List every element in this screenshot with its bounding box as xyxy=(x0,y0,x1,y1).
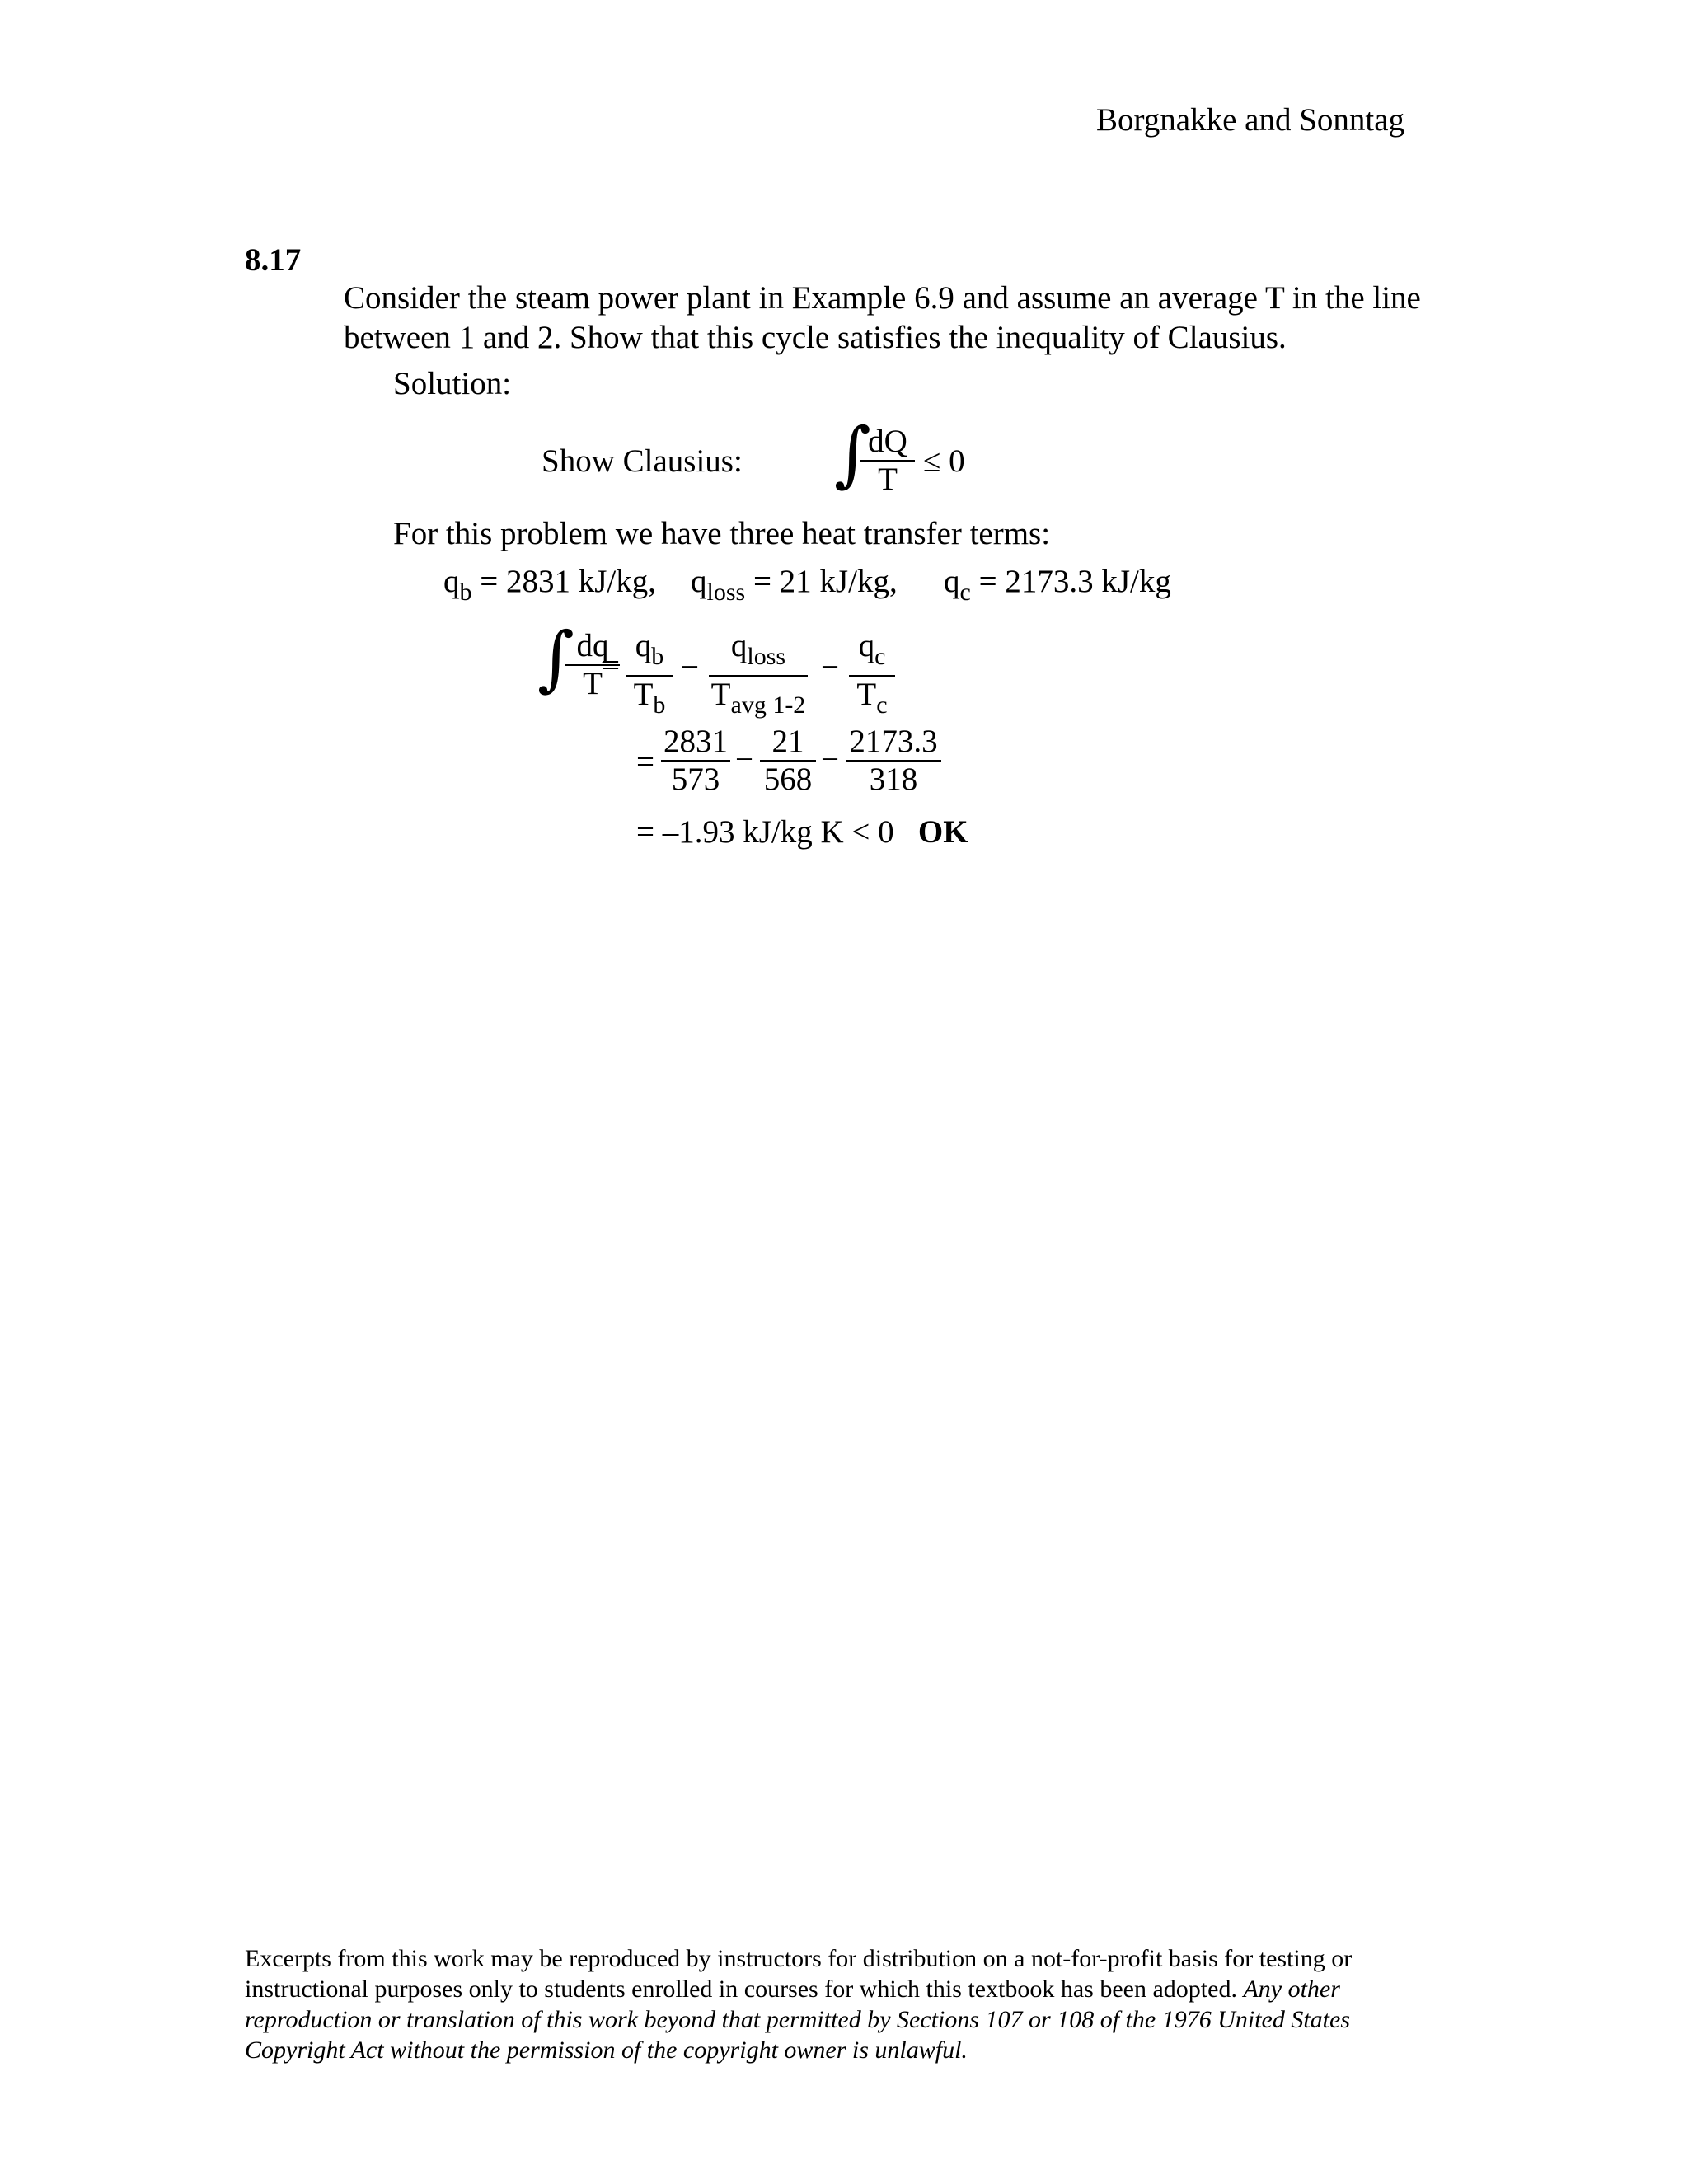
term-qc-numerator xyxy=(849,628,895,675)
qc-value: = 2173.3 kJ/kg xyxy=(978,564,1171,599)
qc-symbol: q xyxy=(944,564,960,599)
term-qc-fraction xyxy=(849,628,895,724)
result-line xyxy=(636,816,968,848)
minus-sign: − xyxy=(735,742,753,777)
t1-num-subscript: b xyxy=(651,643,664,670)
t3-num-symbol: q xyxy=(858,628,875,663)
qloss-value-line xyxy=(691,565,898,605)
qb-value-line xyxy=(443,565,656,605)
term-qb-fraction xyxy=(626,628,673,724)
problem-number: 8.17 xyxy=(245,242,302,278)
qc-subscript: c xyxy=(959,579,971,606)
t3-den-subscript: c xyxy=(876,691,888,719)
solution-label: Solution: xyxy=(393,366,512,401)
num-fraction-2 xyxy=(760,724,816,798)
num-fraction-3 xyxy=(846,724,941,798)
term-qloss-numerator xyxy=(709,628,808,675)
qloss-value: = 21 kJ/kg, xyxy=(753,564,898,599)
clausius-relation: ≤ 0 xyxy=(923,443,965,479)
qb-symbol: q xyxy=(443,564,460,599)
heat-terms-intro: For this problem we have three heat transfer terms: xyxy=(393,516,1051,551)
t1-den-symbol: T xyxy=(633,677,654,712)
num-fraction-2-denominator: 568 xyxy=(760,760,816,798)
t2-num-symbol: q xyxy=(730,628,748,663)
term-qc-denominator xyxy=(849,675,895,724)
problem-statement: Consider the steam power plant in Example 6.9 and assume an average T in the line between 1 and 2. Show that this cycle satisfies the inequality of Clausius. xyxy=(344,280,1421,355)
t3-den-symbol: T xyxy=(856,677,877,712)
term-qloss-denominator xyxy=(709,675,808,724)
integral-sign: ∫ xyxy=(537,617,574,700)
clausius-denominator: T xyxy=(860,460,915,498)
t3-num-subscript: c xyxy=(874,643,886,670)
num-fraction-1 xyxy=(661,724,730,798)
result-expression: = –1.93 kJ/kg K < 0 xyxy=(636,814,894,850)
qb-subscript: b xyxy=(459,579,472,606)
equals-sign: = xyxy=(636,744,654,780)
footer-normal-text: Excerpts from this work may be reproduced by instructors for distribution on a not-for-profit basis for testing or instructional purposes only to students enrolled in courses for which this textbook has been adopted. xyxy=(245,1945,1353,2003)
minus-sign: − xyxy=(681,649,699,685)
clausius-fraction xyxy=(860,424,915,498)
lhs-numerator: dq xyxy=(576,628,609,663)
qloss-subscript: loss xyxy=(706,579,746,606)
clausius-label: Show Clausius: xyxy=(542,443,743,479)
qloss-symbol: q xyxy=(691,564,707,599)
num-fraction-1-numerator: 2831 xyxy=(663,724,728,759)
num-fraction-1-denominator: 573 xyxy=(661,760,730,798)
footer-italic-text: Any other reproduction or translation of this work beyond that permitted by Sections 107 or 108 of the 1976 United States Copyright Act without the permission of the copyright owner is unlawful. xyxy=(245,1975,1351,2064)
ok-label: OK xyxy=(917,814,968,850)
t2-num-subscript: loss xyxy=(747,643,786,670)
t1-num-symbol: q xyxy=(635,628,652,663)
num-fraction-2-numerator: 21 xyxy=(771,724,804,759)
t2-den-symbol: T xyxy=(710,677,731,712)
lhs-denominator: T xyxy=(565,664,620,702)
copyright-footer xyxy=(245,1943,1448,2065)
term-qloss-fraction xyxy=(709,628,808,724)
num-fraction-3-numerator: 2173.3 xyxy=(849,724,938,759)
term-qb-numerator xyxy=(626,628,673,675)
num-fraction-3-denominator: 318 xyxy=(846,760,941,798)
minus-sign: − xyxy=(821,649,839,685)
t2-den-subscript: avg 1-2 xyxy=(730,691,806,719)
qb-value: = 2831 kJ/kg, xyxy=(480,564,657,599)
integral-sign: ∫ xyxy=(834,413,871,495)
header-authors: Borgnakke and Sonntag xyxy=(1096,102,1405,138)
clausius-numerator: dQ xyxy=(868,424,907,459)
term-qb-denominator xyxy=(626,675,673,724)
equals-sign: = xyxy=(602,648,620,683)
t1-den-subscript: b xyxy=(653,691,666,719)
minus-sign: − xyxy=(821,742,839,777)
qc-value-line xyxy=(944,565,1171,605)
